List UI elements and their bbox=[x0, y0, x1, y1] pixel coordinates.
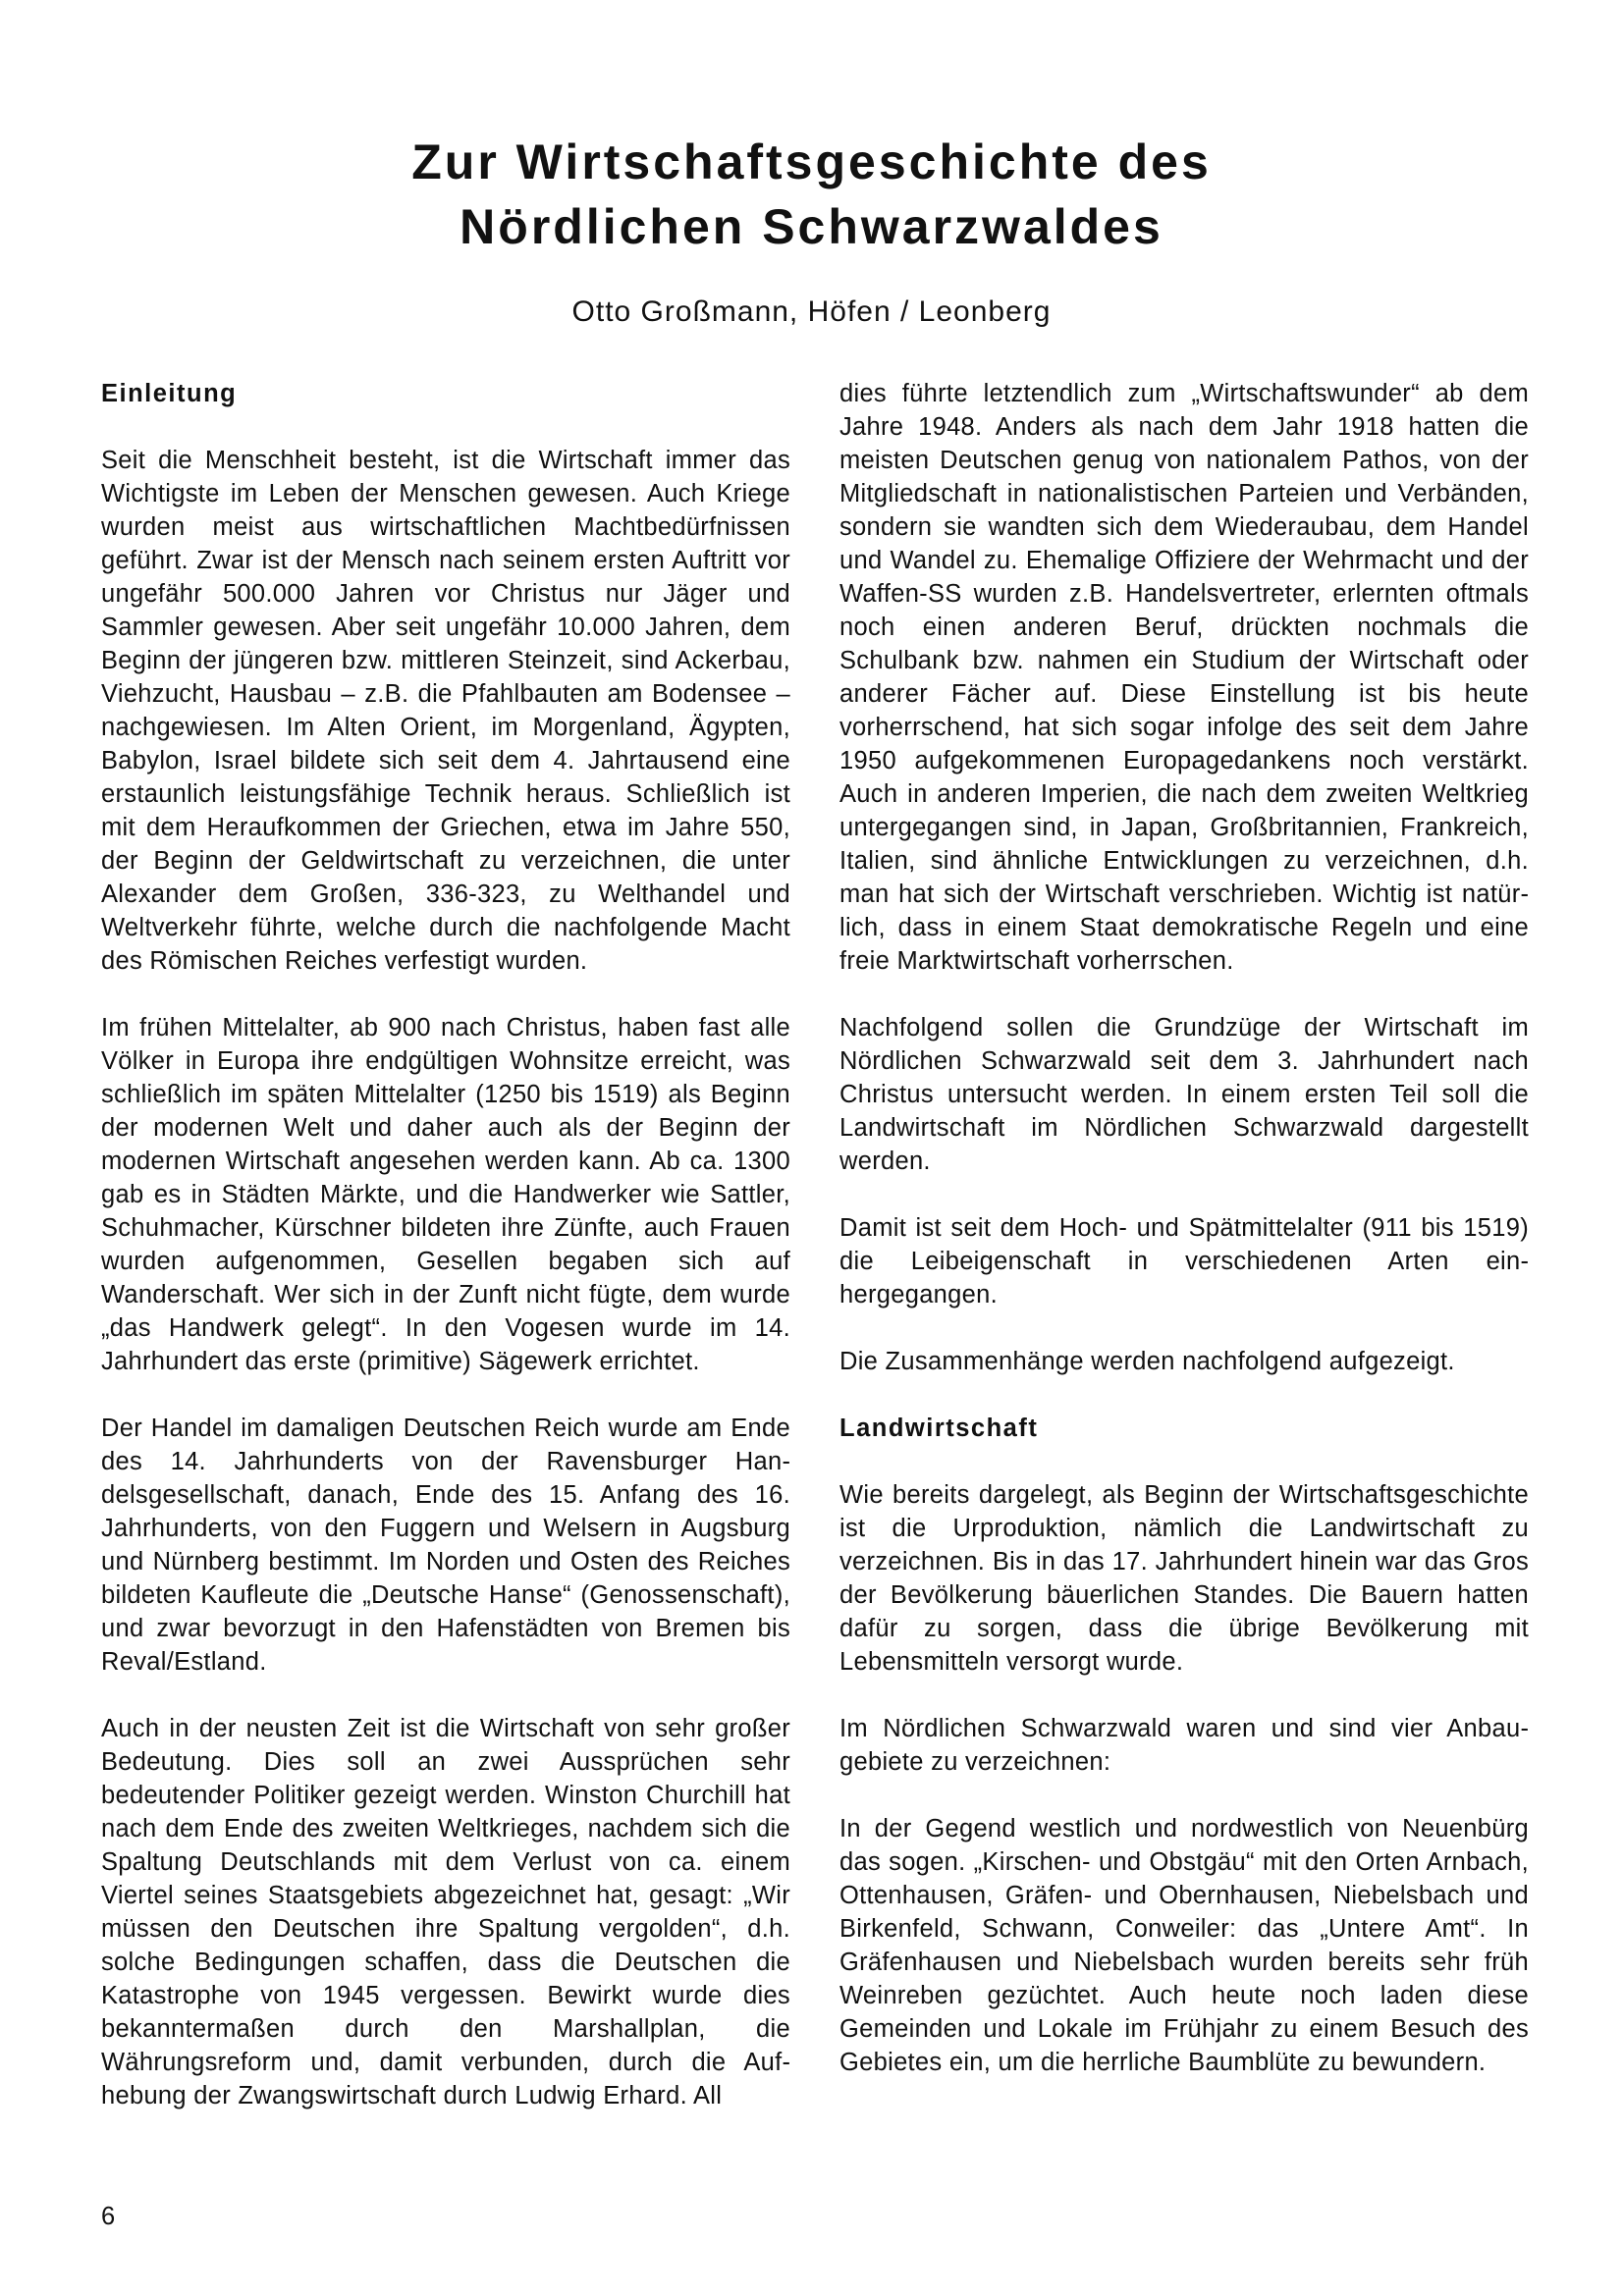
paragraph: dies führte letztendlich zum „Wirtschaftswunder“ ab dem Jahre 1948. Anders als nach dem Jahr 1918 hatten die meisten Deutschen genug von nationalem Pathos, von der Mitgliedschaft in nationalistischen Parteien und Verbänden, sondern sie wandten sich dem Wiederaubau, dem Handel und Wandel zu. Ehemalige Offiziere der Wehrmacht und der Waffen-SS wurden z.B. Handelsvertreter, erlernten oftmals noch einen anderen Beruf, drückten nochmals die Schulbank bzw. nahmen ein Studium der Wirtschaft oder anderer Fächer auf. Diese Einstellung ist bis heute vorherrschend, hat sich sogar infolge des seit dem Jahre 1950 aufgekommenen Europagedankens noch verstärkt. Auch in anderen Imperien, die nach dem zweiten Weltkrieg untergegangen sind, in Japan, Großbritannien, Frankreich, Italien, sind ähnliche Entwicklungen zu verzeichnen, d.h. man hat sich der Wirtschaft verschrieben. Wichtig ist natürlich, dass in einem Staat demokratische Regeln und eine freie Marktwirtschaft vorherrschen. bbox=[839, 380, 1529, 975]
paragraph: Damit ist seit dem Hoch- und Spätmittelalter (911 bis 1519) die Leibeigenschaft in verschiedenen Arten einhergegangen. bbox=[839, 1214, 1529, 1308]
article-title bbox=[0, 130, 1623, 259]
author-line: Otto Großmann, Höfen / Leonberg bbox=[571, 295, 1052, 328]
section-heading-landwirtschaft: Landwirtschaft bbox=[839, 1415, 1039, 1442]
paragraph: Im Nördlichen Schwarzwald waren und sind vier Anbaugebiete zu verzeichnen: bbox=[839, 1715, 1529, 1776]
paragraph: Wie bereits dargelegt, als Beginn der Wirtschaftsgeschichte ist die Urproduktion, nämlich die Landwirtschaft zu verzeichnen. Bis in das 17. Jahrhundert hinein war das Gros der Bevölkerung bäuerlichen Standes. Die Bauern hatten dafür zu sorgen, dass die übrige Bevölkerung mit Lebensmitteln versorgt wurde. bbox=[839, 1481, 1529, 1676]
title-line-1: Zur Wirtschaftsgeschichte des bbox=[411, 134, 1212, 189]
paragraph: Seit die Menschheit besteht, ist die Wirtschaft immer das Wichtigste im Leben der Menschen gewesen. Auch Kriege wurden meist aus wirtschaftlichen Machtbedürfnissen geführt. Zwar ist der Mensch nach seinem ersten Auftritt vor ungefähr 500.000 Jahren vor Christus nur Jäger und Sammler gewesen. Aber seit ungefähr 10.000 Jahren, dem Beginn der jüngeren bzw. mittleren Steinzeit, sind Ackerbau, Viehzucht, Hausbau – z.B. die Pfahlbauten am Bodensee – nachgewiesen. Im Alten Orient, im Morgenland, Ägypten, Babylon, Israel bildete sich seit dem 4. Jahrtausend eine erstaunlich leistungsfähige Technik heraus. Schließlich ist mit dem Heraufkommen der Griechen, etwa im Jahre 550, der Beginn der Geldwirtschaft zu verzeichnen, die unter Alexander dem Großen, 336-323, zu Welthandel und Weltverkehr führte, welche durch die nachfolgende Macht des Römischen Reiches verfestigt wurden. bbox=[101, 447, 790, 975]
paragraph: Auch in der neusten Zeit ist die Wirtschaft von sehr großer Bedeutung. Dies soll an zwei Aussprüchen sehr bedeutender Politiker gezeigt werden. Winston Churchill hat nach dem Ende des zweiten Weltkrieges, nachdem sich die Spaltung Deutschlands mit dem Verlust von ca. einem Viertel seines Staatsgebiets abgezeichnet hat, gesagt: „Wir müssen den Deutschen ihre Spaltung vergolden“, d.h. solche Bedingungen schaffen, dass die Deutschen die Katastrophe von 1945 vergessen. Bewirkt wurde dies bekanntermaßen durch den Marshallplan, die Währungsreform und, damit verbunden, durch die Aufhebung der Zwangswirtschaft durch Ludwig Erhard. All bbox=[101, 1715, 790, 2109]
right-column bbox=[839, 377, 1529, 2112]
page-number: 6 bbox=[101, 2203, 116, 2230]
left-column bbox=[101, 377, 790, 2146]
paragraph: Im frühen Mittelalter, ab 900 nach Christus, haben fast alle Völker in Europa ihre endgültigen Wohnsitze erreicht, was schließlich im späten Mittelalter (1250 bis 1519) als Beginn der modernen Welt und daher auch als der Beginn der modernen Wirtschaft angesehen werden kann. Ab ca. 1300 gab es in Städten Märkte, und die Handwerker wie Sattler, Schuhmacher, Kürschner bildeten ihre Zünfte, auch Frauen wurden aufgenommen, Gesellen begaben sich auf Wanderschaft. Wer sich in der Zunft nicht fügte, dem wurde „das Handwerk gelegt“. In den Vogesen wurde im 14. Jahrhundert das erste (primitive) Sägewerk errichtet. bbox=[101, 1014, 790, 1375]
paragraph: Der Handel im damaligen Deutschen Reich wurde am Ende des 14. Jahrhunderts von der Ravensburger Handelsgesellschaft, danach, Ende des 15. Anfang des 16. Jahrhunderts, von den Fuggern und Welsern in Augsburg und Nürnberg bestimmt. Im Norden und Osten des Reiches bildeten Kaufleute die „Deutsche Hanse“ (Genossenschaft), und zwar bevorzugt in den Hafenstädten von Bremen bis Reval/Estland. bbox=[101, 1415, 790, 1676]
section-heading-einleitung: Einleitung bbox=[101, 380, 238, 407]
paragraph: Nachfolgend sollen die Grundzüge der Wirtschaft im Nördlichen Schwarzwald seit dem 3. Jahrhundert nach Christus untersucht werden. In einem ersten Teil soll die Landwirtschaft im Nördlichen Schwarzwald dargestellt werden. bbox=[839, 1014, 1529, 1175]
paragraph: Die Zusammenhänge werden nachfolgend aufgezeigt. bbox=[839, 1348, 1455, 1375]
title-line-2: Nördlichen Schwarzwaldes bbox=[460, 199, 1163, 254]
paragraph: In der Gegend westlich und nordwestlich von Neuenbürg das sogen. „Kirschen- und Obstgäu“ mit den Orten Arnbach, Ottenhausen, Gräfen- und Obernhausen, Niebelsbach und Birkenfeld, Schwann, Conweiler: das „Untere Amt“. In Gräfenhausen und Niebelsbach wurden bereits sehr früh Weinreben gezüchtet. Auch heute noch laden diese Gemeinden und Lokale im Frühjahr zu einem Besuch des Gebietes ein, um die herrliche Baumblüte zu bewundern. bbox=[839, 1815, 1529, 2076]
